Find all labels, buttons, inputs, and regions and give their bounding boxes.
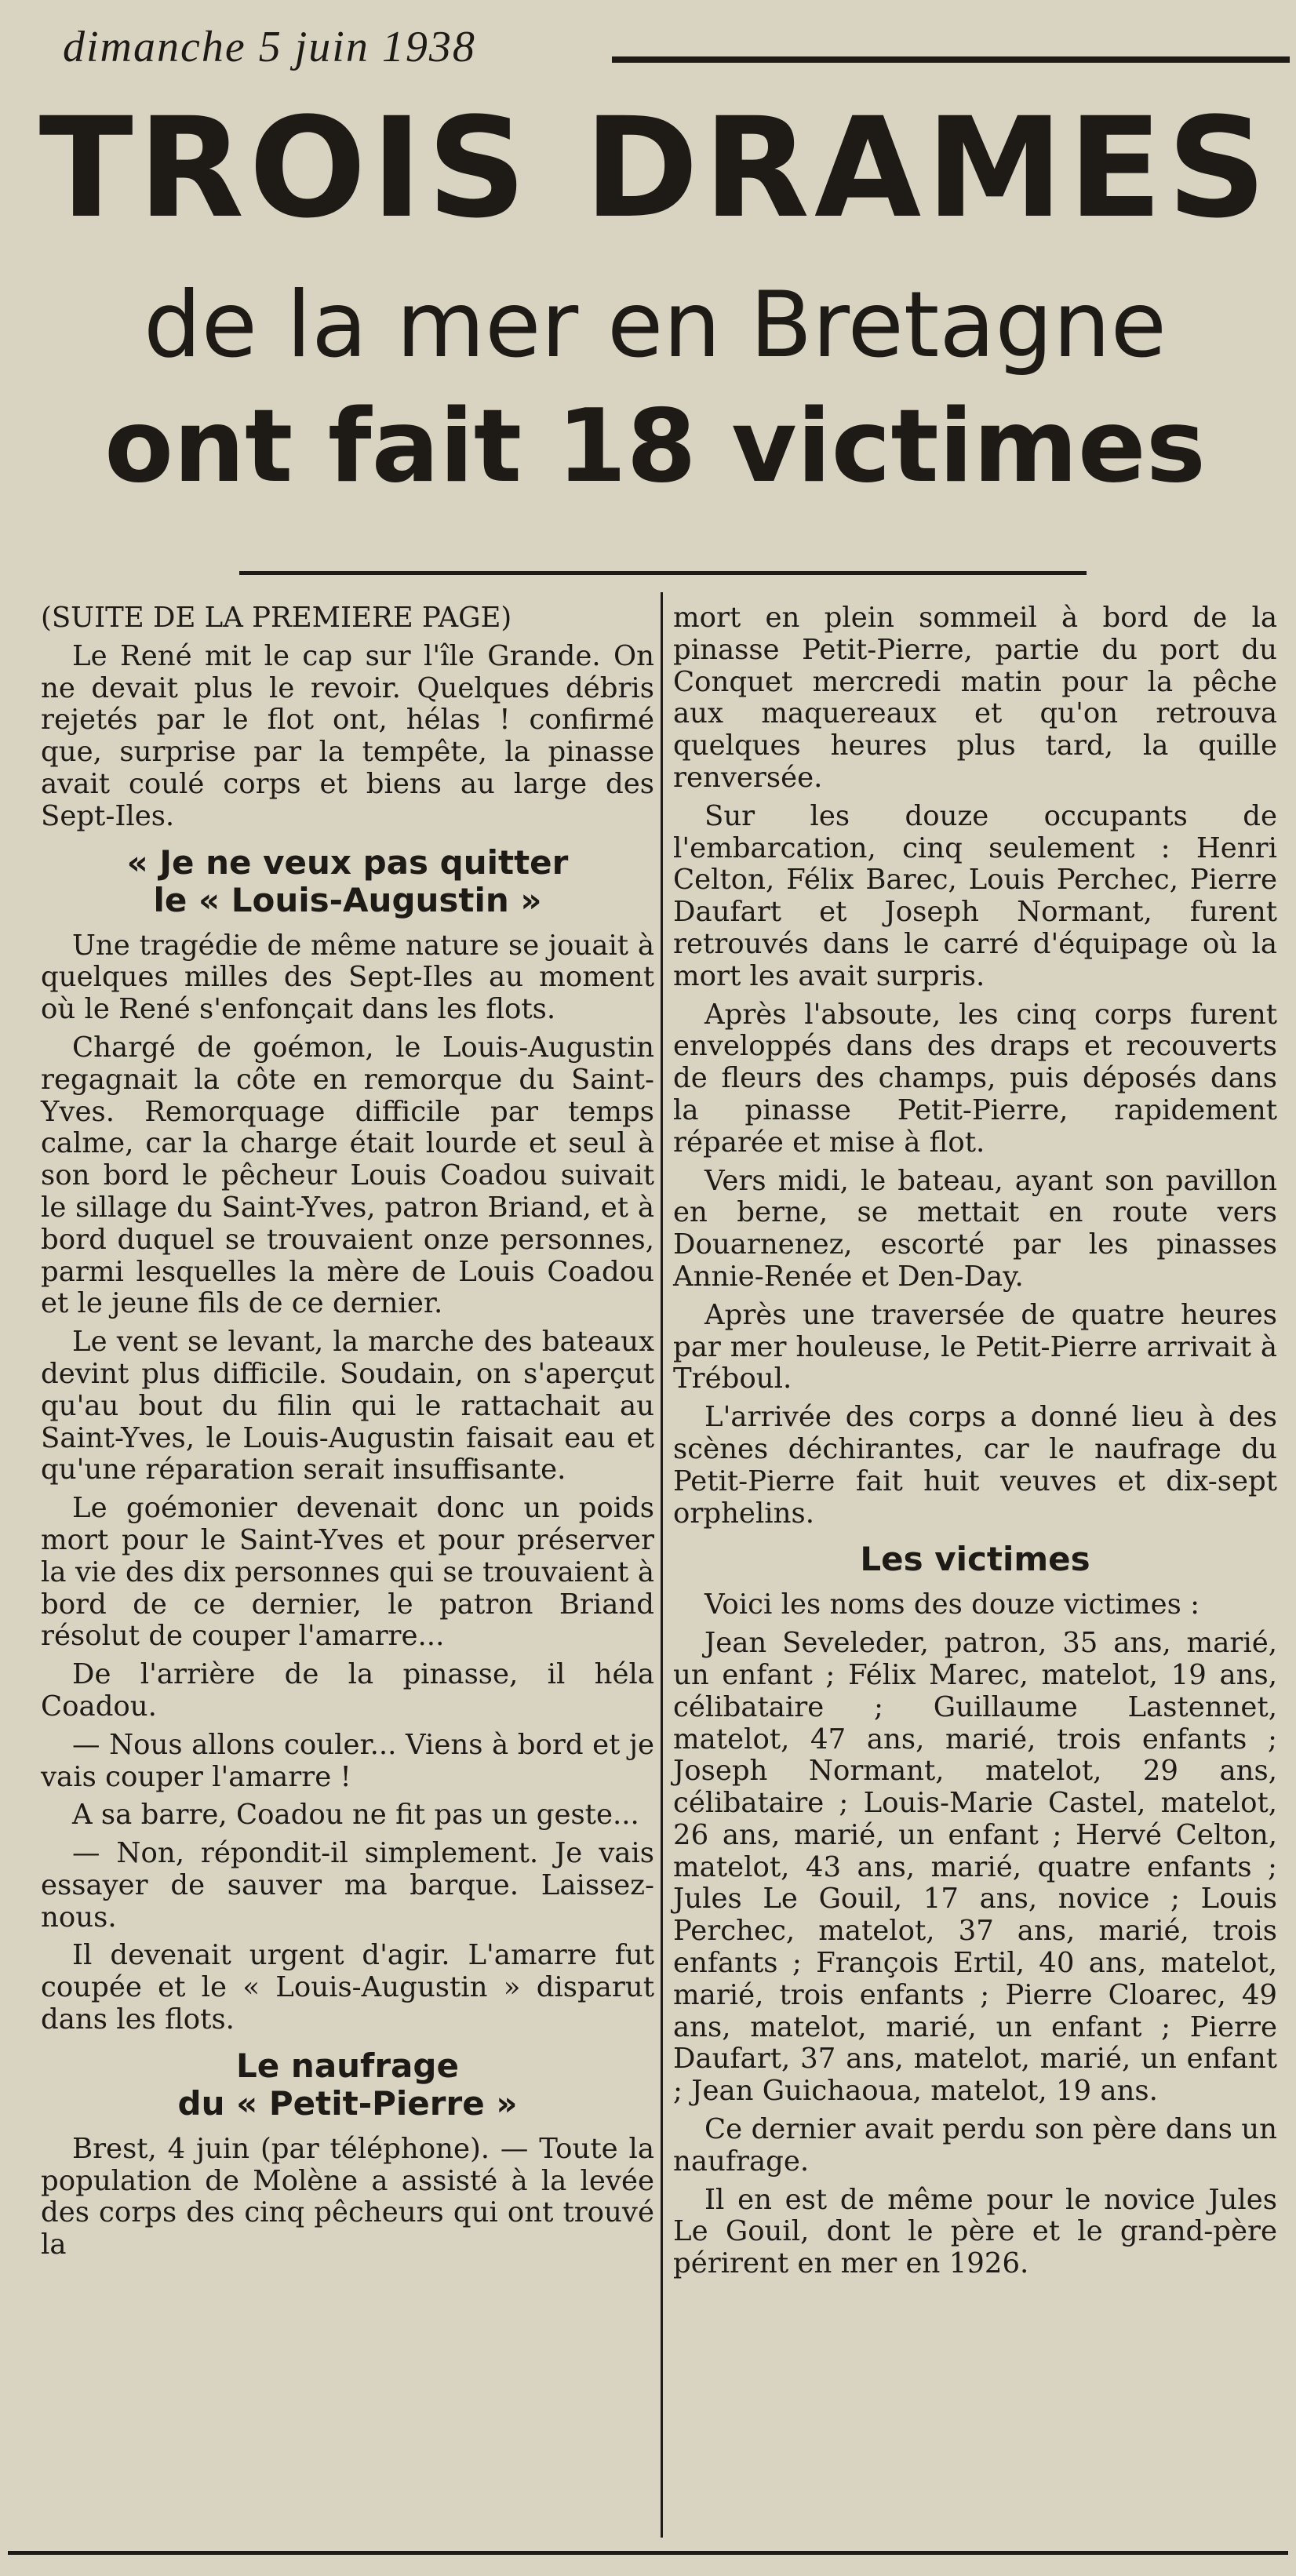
left-column [41,602,654,2268]
subheading-line: « Je ne veux pas quitter [126,842,569,882]
paragraph: mort en plein sommeil à bord de la pinasse Petit-Pierre, partie du port du Conquet mercredi matin pour la pêche aux maquereaux et qu'on retrouva quelques heures plus tard, la quille renversée. [673,602,1277,794]
paragraph: Une tragédie de même nature se jouait à quelques milles des Sept-Iles au moment où le René s'enfonçait dans les flots. [41,929,654,1026]
subheading-louis-augustin [41,844,654,919]
subheading-line: Le naufrage [236,2046,459,2085]
paragraph: Il en est de même pour le novice Jules Le Gouil, dont le père et le grand-père périrent en mer en 1926. [673,2183,1277,2280]
paragraph: De l'arrière de la pinasse, il héla Coadou. [41,1658,654,1723]
subheading-line: du « Petit-Pierre » [177,2083,518,2123]
paragraph: Le René mit le cap sur l'île Grande. On ne devait plus le revoir. Quelques débris rejetés par le flot ont, hélas ! confirmé que, surprise par la tempête, la pinasse avait coulé corps et biens au large des Sept-Iles. [41,639,654,832]
paragraph: Le goémonier devenait donc un poids mort pour le Saint-Yves et pour préserver la vie des dix personnes qui se trouvaient à bord de ce dernier, le patron Briand résolut de couper l'amarre... [41,1492,654,1653]
column-rule [661,592,663,2538]
paragraph: L'arrivée des corps a donné lieu à des scènes déchirantes, car le naufrage du Petit-Pierre fait huit veuves et dix-sept orphelins. [673,1401,1277,1530]
dateline-rule [612,56,1290,63]
paragraph: — Non, répondit-il simplement. Je vais essayer de sauver ma barque. Laissez-nous. [41,1837,654,1934]
bottom-rule [8,2551,1288,2555]
headline-line-3: ont fait 18 victimes [104,388,1206,505]
headline-rule [239,571,1087,575]
paragraph: Après une traversée de quatre heures par mer houleuse, le Petit-Pierre arrivait à Tréboul. [673,1298,1277,1395]
paragraph: Sur les douze occupants de l'embarcation, cinq seulement : Henri Celton, Félix Barec, Louis Perchec, Pierre Daufart et Joseph Normant, furent retrouvés dans le carré d'équipage où la mort les avait surpris. [673,799,1277,992]
paragraph: Chargé de goémon, le Louis-Augustin regagnait la côte en remorque du Saint-Yves. Remorquage difficile par temps calme, car la charge était lourde et seul à son bord le pêcheur Louis Coadou suivait le sillage du Saint-Yves, patron Briand, et à bord duquel se trouvaient onze personnes, parmi lesquelles la mère de Louis Coadou et le jeune fils de ce dernier. [41,1031,654,1320]
dateline: dimanche 5 juin 1938 [63,23,476,71]
headline-line-1: TROIS DRAMES [38,88,1272,249]
subheading-petit-pierre [41,2047,654,2123]
victims-list: Jean Seveleder, patron, 35 ans, marié, un enfant ; Félix Marec, matelot, 19 ans, célibataire ; Guillaume Lastennet, matelot, 47 ans, marié, trois enfants ; Joseph Normant, matelot, 29 ans, célibataire ; Louis-Marie Castel, matelot, 26 ans, marié, un enfant ; Hervé Celton, matelot, 43 ans, marié, quatre enfants ; Jules Le Gouil, 17 ans, novice ; Louis Perchec, matelot, 37 ans, marié, trois enfants ; François Ertil, 40 ans, matelot, marié, trois enfants ; Pierre Cloarec, 49 ans, matelot, marié, un enfant ; Pierre Daufart, 37 ans, matelot, marié, un enfant ; Jean Guichaoua, matelot, 19 ans. [673,1627,1277,2108]
paragraph: Voici les noms des douze victimes : [704,1588,1200,1621]
paragraph: Brest, 4 juin (par téléphone). — Toute la population de Molène a assisté à la levée des corps des cinq pêcheurs qui ont trouvé la [41,2132,654,2261]
paragraph: A sa barre, Coadou ne fit pas un geste... [72,1799,639,1832]
paragraph: Après l'absoute, les cinq corps furent enveloppés dans des draps et recouverts de fleurs des champs, puis déposés dans la pinasse Petit-Pierre, rapidement réparée et mise à flot. [673,998,1277,1159]
subheading-victimes: Les victimes [860,1540,1090,1579]
paragraph: — Nous allons couler... Viens à bord et je vais couper l'amarre ! [41,1728,654,1793]
headline-line-2: de la mer en Bretagne [144,272,1167,378]
continuation-note: (SUITE DE LA PREMIERE PAGE) [41,602,512,634]
paragraph: Il devenait urgent d'agir. L'amarre fut coupée et le « Louis-Augustin » disparut dans les flots. [41,1939,654,2036]
paragraph: Ce dernier avait perdu son père dans un naufrage. [673,2113,1277,2178]
right-column [673,602,1277,2287]
subheading-line: le « Louis-Augustin » [153,880,542,919]
paragraph: Le vent se levant, la marche des bateaux devint plus difficile. Soudain, on s'aperçut qu'au bout du filin qui le rattachait au Saint-Yves, le Louis-Augustin faisait eau et qu'une réparation serait insuffisante. [41,1326,654,1486]
paragraph: Vers midi, le bateau, ayant son pavillon en berne, se mettait en route vers Douarnenez, escorté par les pinasses Annie-Renée et Den-Day. [673,1164,1277,1293]
